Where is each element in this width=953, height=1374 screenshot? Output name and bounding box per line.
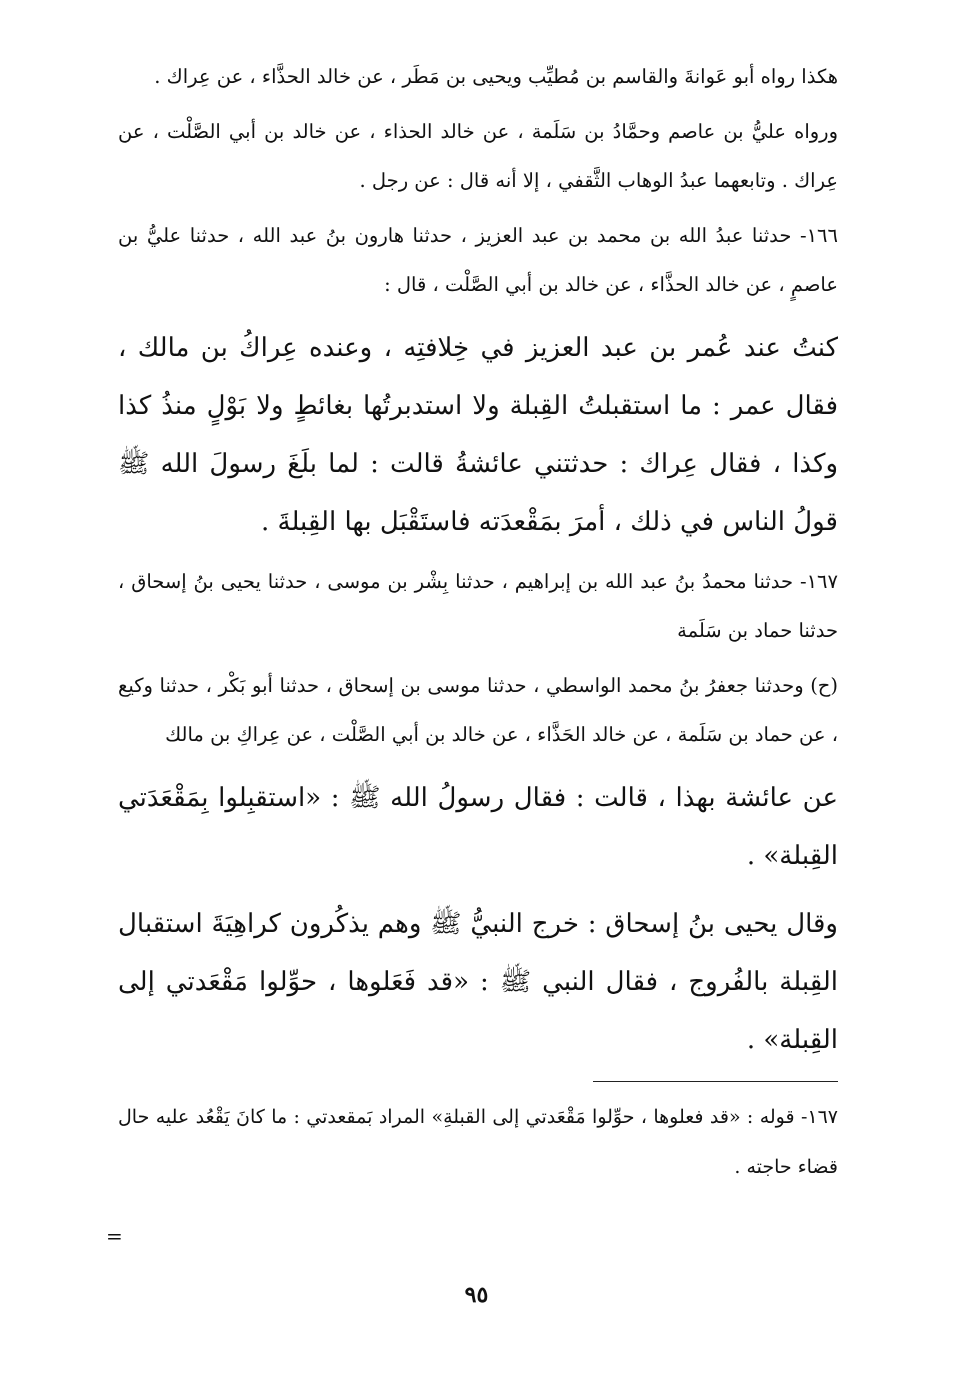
paragraph-riwaya-2: ورواه عليُّ بن عاصم وحمَّادُ بن سَلَمة ، عن خالد الحذاء ، عن خالد بن أبي الصَّلْت ، عن عِراك . وتابعهما عبدُ الوهاب الثَّقفي ، إلا أنه قال : عن رجل . [118, 120, 838, 192]
page-body [118, 52, 838, 1192]
paragraph-matn-166: كنتُ عند عُمر بن عبد العزيز في خِلافتِه ، وعنده عِراكُ بن مالك ، فقال عمر : ما استقبلتُ القِبلة ولا استدبرتُها بغائطٍ ولا بَوْلٍ منذُ كذا وكذا ، فقال عِراك : حدثتني عائشةُ قالت : لما بلَغَ رسولَ الله ﷺ قولُ الناس في ذلك ، أمرَ بمَقْعدَته فاستَقْبَل بها القِبلةَ . [118, 333, 838, 537]
footnote: ١٦٧- قوله : «قد فعلوها ، حوِّلوا مَقْعَدتي إلى القبلةِ» المراد بَمقعدتي : ما كانَ يَقْعُد عليه حال قضاء حاجته . [118, 1106, 838, 1178]
page-number: ٩٥ [464, 1282, 489, 1308]
paragraph-riwaya-1: هكذا رواه أبو عَوانةَ والقاسم بن مُطيِّب ويحيى بن مَطَر ، عن خالد الحذَّاء ، عن عِراك . [154, 65, 838, 88]
paragraph-yahya-qawl: وقال يحيى بنُ إسحاق : خرج النبيُّ ﷺ وهم يذكُرون كراهِيَةَ استقبال القِبلة بالفُروج ، فقال النبي ﷺ : «قد فَعَلوها ، حوِّلوا مَقْعَدتي إلى القِبلة» . [118, 909, 838, 1055]
paragraph-isnad-167: ١٦٧- حدثنا محمدُ بنُ عبد الله بن إبراهيم ، حدثنا بِشْر بن موسى ، حدثنا يحيى بنُ إسحاق ، حدثنا حماد بن سَلَمة [118, 570, 838, 642]
paragraph-isnad-166: ١٦٦- حدثنا عبدُ الله بن محمد بن عبد العزيز ، حدثنا هارون بنُ عبد الله ، حدثنا عليُّ بن عاصمٍ ، عن خالد الحذَّاء ، عن خالد بن أبي الصَّلْت ، قال : [118, 224, 838, 296]
paragraph-matn-167: عن عائشة بهذا ، قالت : فقال رسولُ الله ﷺ : «استقبِلوا بِمَقْعَدَتي القِبلة» . [118, 783, 838, 871]
continuation-mark: = [106, 1224, 123, 1248]
footnote-divider [593, 1081, 838, 1082]
paragraph-isnad-167-ha: (ح) وحدثنا جعفرُ بنُ محمد الواسطي ، حدثنا موسى بن إسحاق ، حدثنا أبو بَكْر ، حدثنا وكيع ، عن حماد بن سَلَمة ، عن خالد الحَذَّاء ، عن خالد بن أبي الصَّلْت ، عن عِراكِ بن مالك [118, 674, 838, 746]
